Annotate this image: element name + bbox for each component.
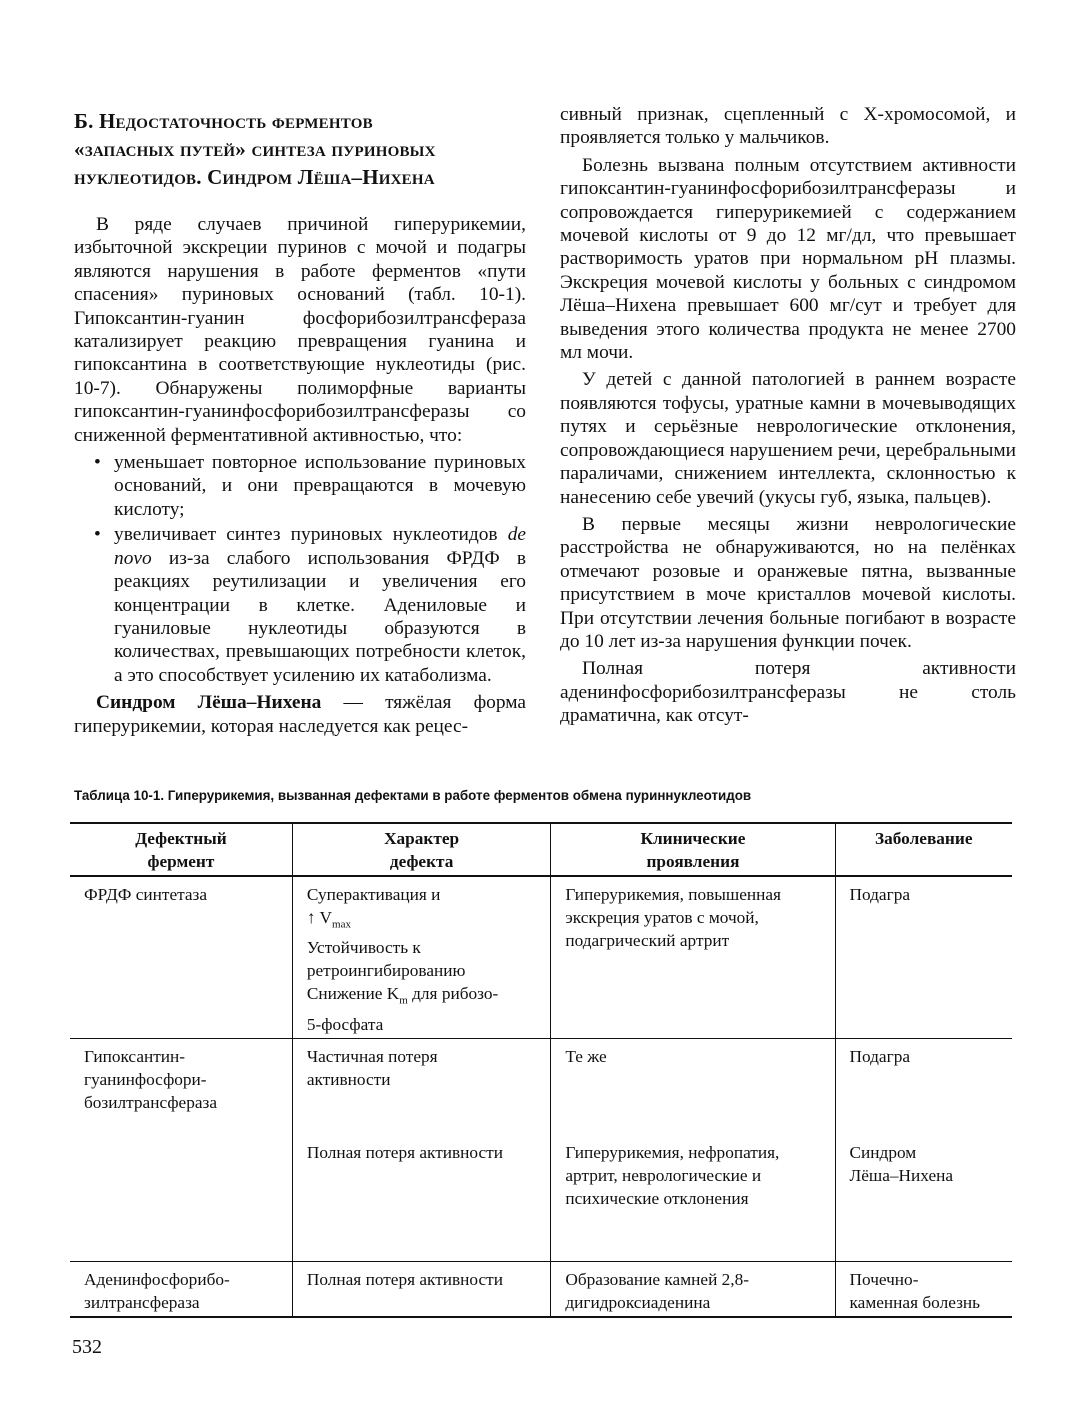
table-row	[70, 1038, 1012, 1135]
bullet-list	[74, 451, 526, 687]
table-cell: Суперактивация и ↑ $V_{max}$ Устойчивость к ретроингибированию Снижение $K_m$ для рибозо- 5-фосфата	[292, 876, 551, 1038]
table-header-row	[70, 823, 1012, 876]
table-cell	[70, 1135, 292, 1262]
table-cell: Гиперурикемия, повышенная экскреция уратов с мочой, подагрический артрит	[551, 876, 835, 1038]
table-cell: Образование камней 2,8- дигидроксиаденина	[551, 1261, 835, 1317]
paragraph: У детей с данной патологией в раннем возрасте появляются тофусы, уратные камни в мочевыводящих путях и серьёзные неврологические отклонения, сопровождающиеся нарушением речи, церебральными параличами, снижением интеллекта, склонностью к нанесению себе увечий (укусы губ, языка, пальцев).	[560, 369, 1016, 508]
table-cell: Подагра	[835, 1038, 1012, 1135]
table-cell: Гиперурикемия, нефропатия, артрит, неврологические и психические отклонения	[551, 1135, 835, 1262]
italic-term: de novo	[114, 524, 526, 569]
paragraph: Полная потеря активности аденинфосфорибозилтрансферазы не столь драматична, как отсут-	[560, 658, 1016, 727]
paragraph: сивный признак, сцепленный с Х-хромосомой, и проявляется только у мальчиков.	[560, 104, 1016, 149]
table-cell: Аденинфосфорибо- зилтрансфераза	[70, 1261, 292, 1317]
bold-term: Синдром Лёша–Нихена	[96, 692, 322, 714]
section-heading	[74, 107, 526, 191]
right-column	[560, 103, 1016, 732]
column-header: Клинические проявления	[551, 823, 835, 876]
paragraph: В первые месяцы жизни неврологические расстройства не обнаруживаются, но на пелёнках отмечают розовые и оранжевые пятна, вызванные присутствием в моче кристаллов мочевой кислоты. При отсутствии лечения больные погибают в возрасте до 10 лет из-за нарушения функции почек.	[560, 513, 1016, 652]
heading-line: Б. Недостаточность ферментов	[74, 109, 373, 133]
table-caption: Таблица 10-1. Гиперурикемия, вызванная дефектами в работе ферментов обмена пуриннуклеотидов	[74, 788, 752, 803]
paragraph: Болезнь вызвана полным отсутствием активности гипоксантин-гуанинфосфорибозилтрансферазы и сопровождается гиперурикемией с содержанием мочевой кислоты от 9 до 12 мг/дл, что превышает растворимость уратов при нормальном рН плазмы. Экскреция мочевой кислоты у больных с синдромом Лёша–Нихена превышает 600 мг/сут и требует для выведения этого количества продукта не менее 2700 мл мочи.	[560, 154, 1016, 364]
table-row	[70, 876, 1012, 1038]
bullet-text: из-за слабого использования ФРДФ в реакциях реутилизации и увеличения его концентрации в клетке. Адениловые и гуаниловые нуклеотиды образуются в количествах, превышающих потребности клеток, а это способствует усилению их катаболизма.	[114, 547, 526, 686]
column-header: Характер дефекта	[292, 823, 551, 876]
left-column	[74, 103, 526, 742]
column-header: Заболевание	[835, 823, 1012, 876]
table-row	[70, 1261, 1012, 1317]
table-cell: Почечно- каменная болезнь	[835, 1261, 1012, 1317]
table-cell: Синдром Лёша–Нихена	[835, 1135, 1012, 1262]
table-cell: Гипоксантин- гуанинфосфори- бозилтрансфераза	[84, 1046, 218, 1112]
paragraph: В ряде случаев причиной гиперурикемии, избыточной экскреции пуринов с мочой и подагры являются нарушения в работе ферментов «пути спасения» пуриновых оснований (табл. 10-1). Гипоксантин-гуанин фосфорибозилтрансфераза катализирует реакцию превращения гуанина и гипоксантина в соответствующие нуклеотиды (рис. 10-7). Обнаружены полиморфные варианты гипоксантин-гуанинфосфорибозилтрансферазы со сниженной ферментативной активностью, что:	[74, 214, 526, 446]
bullet-text: уменьшает повторное использование пуриновых оснований, и они превращаются в мочевую кислоту;	[114, 452, 526, 520]
paragraph	[74, 691, 526, 738]
table-cell: Полная потеря активности	[292, 1261, 551, 1317]
table-cell: Подагра	[835, 876, 1012, 1038]
heading-line: нуклеотидов. Синдром Лёша–Нихена	[74, 165, 435, 189]
column-header: Дефектный фермент	[70, 823, 292, 876]
paragraph-text: — тяжёлая форма гиперурикемии, которая наследуется как рецес-	[74, 692, 526, 737]
bullet-item	[94, 523, 526, 687]
table-row	[70, 1135, 1012, 1262]
page-number: 532	[72, 1336, 102, 1358]
heading-line: «запасных путей» синтеза пуриновых	[74, 137, 436, 161]
table-cell: ФРДФ синтетаза	[70, 876, 292, 1038]
table-cell: Полная потеря активности	[292, 1135, 551, 1262]
table-cell: Частичная потеря активности	[292, 1038, 551, 1135]
bullet-item	[94, 451, 526, 521]
table-cell: Те же	[551, 1038, 835, 1135]
data-table	[70, 822, 1012, 1318]
bullet-text: увеличивает синтез пуриновых нуклеотидов	[114, 524, 498, 546]
